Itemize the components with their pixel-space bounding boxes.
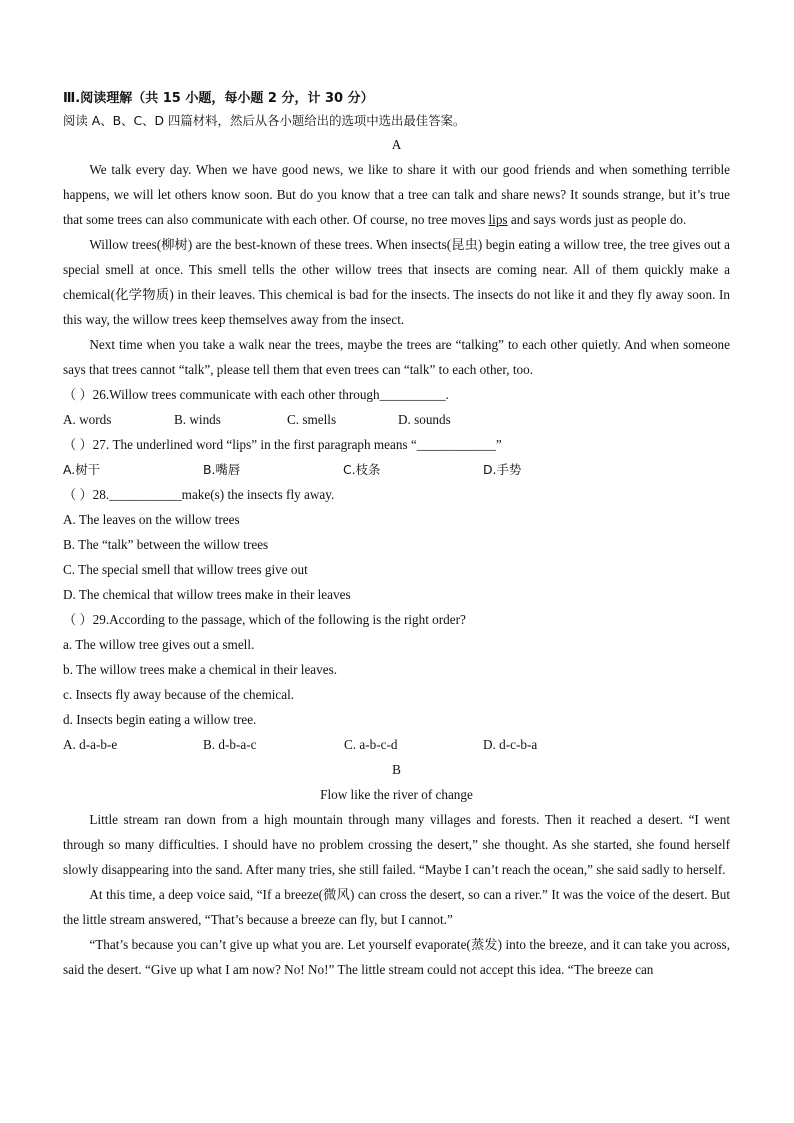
passage-a-paragraph-2: Willow trees(柳树) are the best-known of these trees. When insects(昆虫) begin eating a willow tree, the tree gives out a special smell at once. This smell tells the other willow trees that insects are coming near. All of them quickly make a chemical(化学物质) in their leaves. This chemical is bad for the insects. The insects do not like it and they fly away soon. In this way, the willow trees keep themselves away from the insect.: [63, 237, 730, 327]
question-26-option-d[interactable]: D. sounds: [398, 412, 451, 427]
question-29-option-a[interactable]: A. d-a-b-e: [63, 737, 118, 752]
question-27-options: [63, 457, 730, 482]
passage-b-body: [63, 807, 730, 982]
exam-page: [63, 88, 730, 982]
question-26-option-b[interactable]: B. winds: [174, 412, 221, 427]
passage-a-paragraph-1: [63, 157, 730, 232]
question-29-event-d: d. Insects begin eating a willow tree.: [63, 712, 257, 727]
passage-b-paragraph-3: “That’s because you can’t give up what you are. Let yourself evaporate(蒸发) into the breeze, and it can take you across, said the desert. “Give up what I am now? No! No!” The little stream could not accept this idea. “The breeze can: [63, 937, 730, 977]
question-27-stem: （ ）27. The underlined word “lips” in the first paragraph means “____________”: [63, 437, 502, 452]
question-27-option-c[interactable]: C.枝条: [343, 462, 381, 477]
question-29-stem: （ ）29.According to the passage, which of the following is the right order?: [63, 612, 466, 627]
passage-b-paragraph-1: Little stream ran down from a high mountain through many villages and forests. Then it reached a desert. “I went through so many difficulties. I should have no problem crossing the desert,” she thought. As she started, she found herself slowly disappearing into the sand. After many tries, she still failed. “Maybe I can’t reach the ocean,” she said sadly to herself.: [63, 812, 730, 877]
question-29-event-b: b. The willow trees make a chemical in their leaves.: [63, 662, 338, 677]
section-instruction: 阅读 A、B、C、D 四篇材料，然后从各小题给出的选项中选出最佳答案。: [63, 113, 466, 128]
question-28-option-d[interactable]: D. The chemical that willow trees make in their leaves: [63, 587, 351, 602]
question-28-option-a[interactable]: A. The leaves on the willow trees: [63, 512, 240, 527]
underlined-word-lips: lips: [488, 212, 508, 227]
question-26-option-c[interactable]: C. smells: [287, 412, 337, 427]
passage-b-label: B: [392, 762, 401, 777]
section-title: Ⅲ.阅读理解（共 15 小题，每小题 2 分，计 30 分）: [63, 91, 374, 106]
question-27-option-a[interactable]: A.树干: [63, 462, 100, 477]
question-27-option-b[interactable]: B.嘴唇: [203, 462, 241, 477]
question-29-option-d[interactable]: D. d-c-b-a: [483, 737, 538, 752]
question-29-option-b[interactable]: B. d-b-a-c: [203, 737, 257, 752]
question-29-options: [63, 732, 730, 757]
question-26-stem: （ ）26.Willow trees communicate with each other through__________.: [63, 387, 449, 402]
question-26-options: [63, 407, 730, 432]
question-26-option-a[interactable]: A. words: [63, 412, 112, 427]
passage-a-p1-text-end: and says words just as people do.: [507, 212, 687, 227]
question-28-option-c[interactable]: C. The special smell that willow trees give out: [63, 562, 308, 577]
question-29-event-c: c. Insects fly away because of the chemical.: [63, 687, 295, 702]
passage-a-p1-text: We talk every day. When we have good news, we like to share it with our good friends and when something terrible happens, we will let others know soon. But do you know that a tree can talk and share news? It sounds strange, but it’s true that some trees can also communicate with each other. Of course, no tree moves: [63, 162, 730, 227]
passage-a-label: A: [391, 137, 402, 152]
passage-b-title: Flow like the river of change: [320, 787, 473, 802]
question-28-stem: （ ）28.___________make(s) the insects fly away.: [63, 487, 335, 502]
passage-b-paragraph-2: At this time, a deep voice said, “If a breeze(微风) can cross the desert, so can a river.” It was the voice of the desert. But the little stream answered, “That’s because a breeze can fly, but I cannot.”: [63, 887, 730, 927]
question-27-option-d[interactable]: D.手势: [483, 462, 522, 477]
question-29-event-a: a. The willow tree gives out a smell.: [63, 637, 255, 652]
passage-a-body: [63, 157, 730, 382]
passage-a-paragraph-3: Next time when you take a walk near the trees, maybe the trees are “talking” to each other quietly. And when someone says that trees cannot “talk”, please tell them that even trees can “talk” to each other, too.: [63, 337, 730, 377]
question-28-option-b[interactable]: B. The “talk” between the willow trees: [63, 537, 269, 552]
question-29-option-c[interactable]: C. a-b-c-d: [344, 737, 398, 752]
